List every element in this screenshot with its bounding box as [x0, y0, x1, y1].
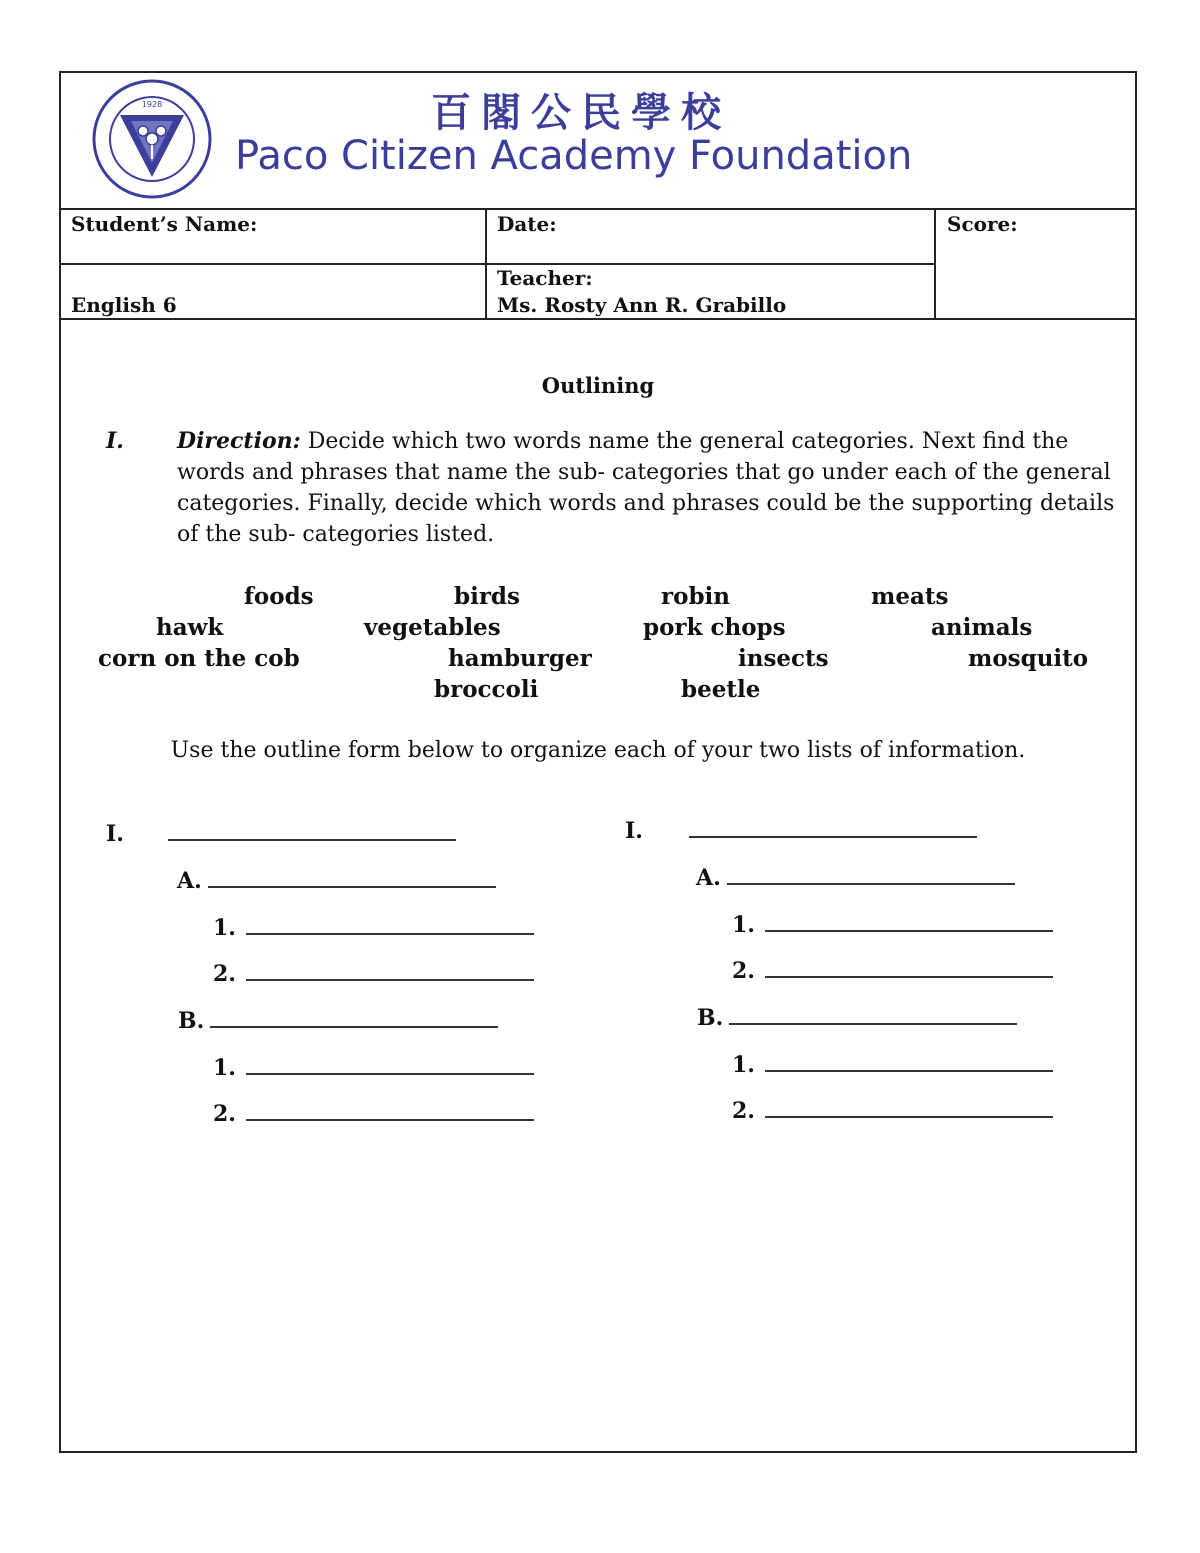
outline-label: 2.	[213, 1101, 236, 1127]
blank-line[interactable]	[168, 819, 456, 841]
direction-paragraph	[177, 426, 1127, 550]
outline-label: B.	[178, 1008, 205, 1034]
blank-line[interactable]	[246, 1099, 534, 1121]
word-bank-item: animals	[931, 614, 1033, 641]
blank-line[interactable]	[727, 863, 1015, 885]
blank-line[interactable]	[246, 1053, 534, 1075]
word-bank-item: meats	[871, 583, 949, 610]
outline-right-b	[697, 1003, 1017, 1031]
outline-instruction: Use the outline form below to organize each of your two lists of information.	[170, 738, 1026, 763]
outline-label: A.	[177, 868, 202, 894]
direction-text: Decide which two words name the general categories. Next find the words and phrases that name the sub- categories that go under each of the general categories. Finally, decide which words and phrases could be the supporting details of the sub- categories listed.	[177, 429, 1115, 547]
blank-line[interactable]	[765, 956, 1053, 978]
outline-label: I.	[625, 818, 643, 844]
blank-line[interactable]	[729, 1003, 1017, 1025]
school-name-english: Paco Citizen Academy Foundation	[235, 133, 913, 179]
blank-line[interactable]	[765, 910, 1053, 932]
score-label: Score:	[947, 212, 1018, 236]
teacher-name: Ms. Rosty Ann R. Grabillo	[497, 293, 787, 317]
direction-label: Direction:	[177, 428, 301, 454]
outline-left-a1	[213, 913, 534, 941]
outline-label: B.	[697, 1005, 724, 1031]
blank-line[interactable]	[208, 866, 496, 888]
outline-right-a2	[732, 956, 1053, 984]
subject-label: English 6	[71, 293, 177, 317]
outline-label: 1.	[732, 912, 755, 938]
table-divider	[61, 263, 936, 265]
outline-left-a	[177, 866, 496, 894]
word-bank-item: beetle	[681, 676, 761, 703]
word-bank-item: vegetables	[364, 614, 501, 641]
outline-label: A.	[696, 865, 721, 891]
outline-right-main	[625, 816, 977, 844]
outline-label: 1.	[213, 1055, 236, 1081]
outline-left-b1	[213, 1053, 534, 1081]
teacher-label: Teacher:	[497, 266, 593, 290]
word-bank-item: corn on the cob	[98, 645, 300, 672]
word-bank-item: hawk	[156, 614, 224, 641]
word-bank-item: insects	[738, 645, 829, 672]
worksheet-frame	[59, 71, 1137, 1453]
outline-label: 1.	[732, 1052, 755, 1078]
word-bank-item: mosquito	[968, 645, 1089, 672]
logo-year: 1928	[141, 100, 163, 109]
outline-label: 2.	[732, 1098, 755, 1124]
date-label: Date:	[497, 212, 557, 236]
outline-label: 2.	[213, 961, 236, 987]
word-bank-item: pork chops	[643, 614, 786, 641]
word-bank-item: broccoli	[434, 676, 539, 703]
page-title: Outlining	[541, 373, 655, 398]
outline-label: 1.	[213, 915, 236, 941]
word-bank-item: foods	[244, 583, 314, 610]
blank-line[interactable]	[765, 1050, 1053, 1072]
word-bank-item: birds	[454, 583, 520, 610]
blank-line[interactable]	[689, 816, 977, 838]
outline-left-b2	[213, 1099, 534, 1127]
blank-line[interactable]	[210, 1006, 498, 1028]
outline-left-a2	[213, 959, 534, 987]
outline-right-a	[696, 863, 1015, 891]
outline-left-main	[106, 819, 456, 847]
blank-line[interactable]	[246, 959, 534, 981]
direction-number: I.	[106, 428, 124, 454]
outline-label: 2.	[732, 958, 755, 984]
word-bank-item: robin	[661, 583, 730, 610]
blank-line[interactable]	[765, 1096, 1053, 1118]
school-header	[61, 73, 1135, 210]
outline-right-a1	[732, 910, 1053, 938]
outline-right-b1	[732, 1050, 1053, 1078]
school-seal-icon	[87, 79, 217, 199]
word-bank-item: hamburger	[448, 645, 592, 672]
student-name-label: Student’s Name:	[71, 212, 258, 236]
school-name-chinese: 百閣公民學校	[431, 90, 731, 136]
blank-line[interactable]	[246, 913, 534, 935]
outline-label: I.	[106, 821, 124, 847]
outline-left-b	[178, 1006, 498, 1034]
student-info-table	[61, 210, 1135, 320]
outline-right-b2	[732, 1096, 1053, 1124]
